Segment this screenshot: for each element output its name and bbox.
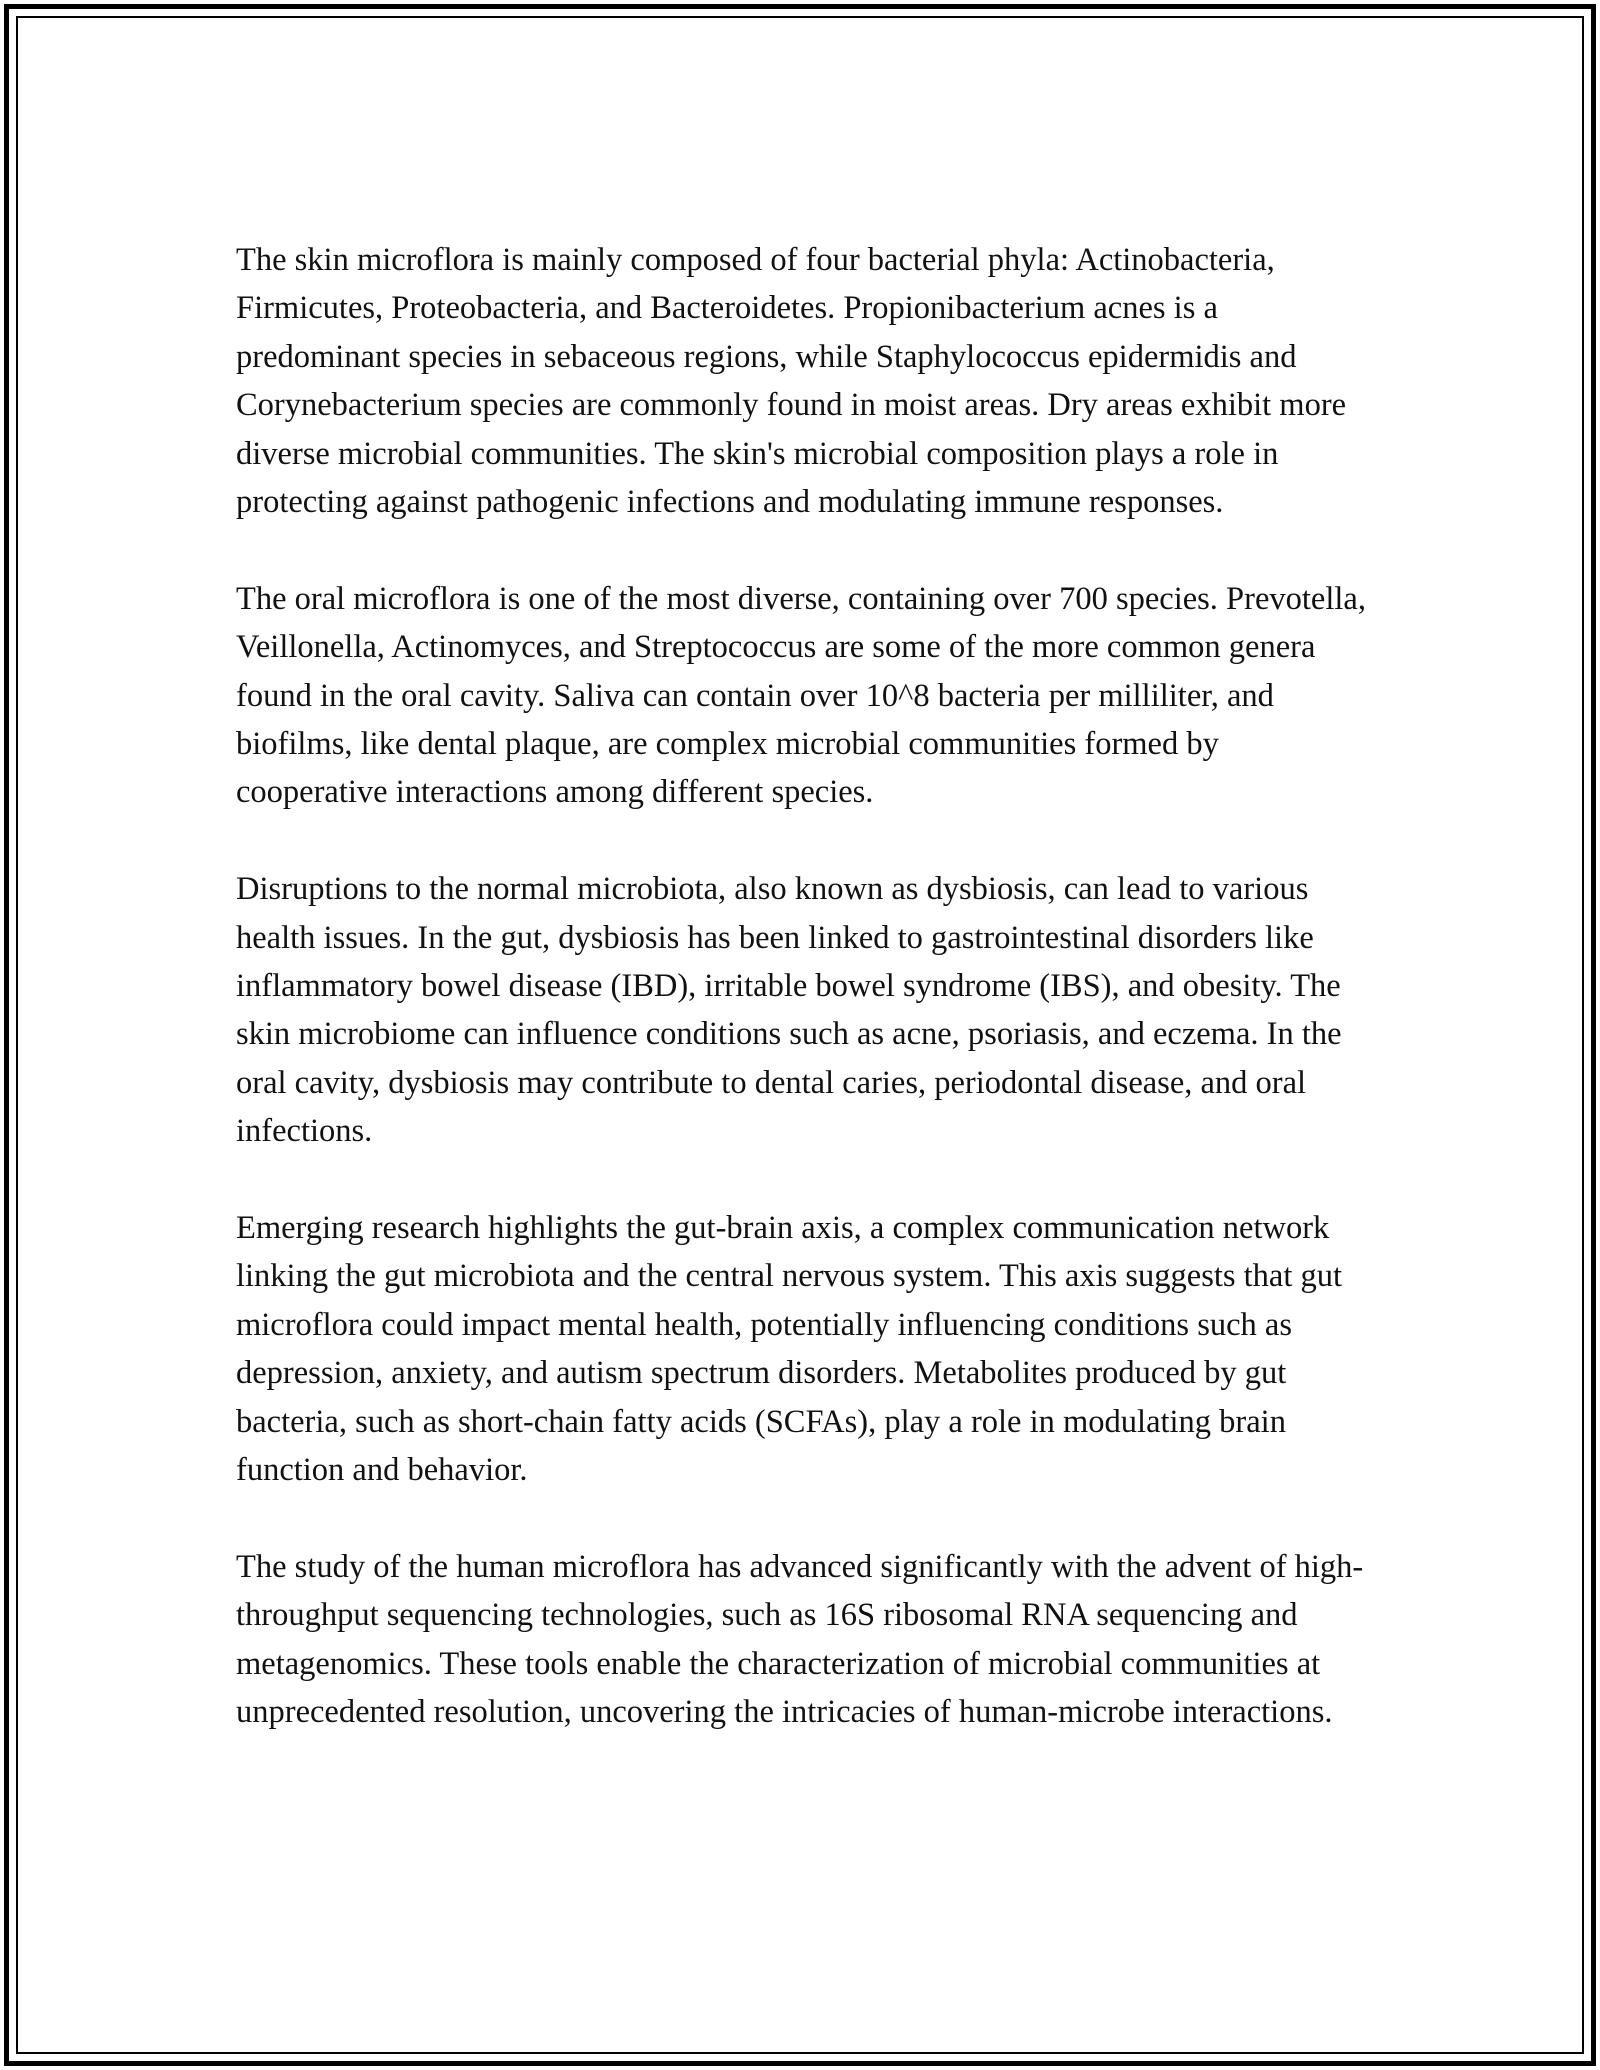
document-body [236, 236, 1376, 1785]
paragraph-oral-microflora: The oral microflora is one of the most diverse, containing over 700 species. Prevotella, Veillonella, Actinomyces, and Streptococcus are some of the more common genera found in the oral cavity. Saliva can contain over 10^8 bacteria per milliliter, and biofilms, like dental plaque, are complex microbial communities formed by cooperative interactions among different species. [236, 580, 1366, 811]
paragraph-gut-brain-axis: Emerging research highlights the gut-brain axis, a complex communication network linking the gut microbiota and the central nervous system. This axis suggests that gut microflora could impact mental health, potentially influencing conditions such as depression, anxiety, and autism spectrum disorders. Metabolites produced by gut bacteria, such as short-chain fatty acids (SCFAs), play a role in modulating brain function and behavior. [236, 1210, 1343, 1489]
paragraph-dysbiosis: Disruptions to the normal microbiota, also known as dysbiosis, can lead to various health issues. In the gut, dysbiosis has been linked to gastrointestinal disorders like inflammatory bowel disease (IBD), irritable bowel syndrome (IBS), and obesity. The skin microbiome can influence conditions such as acne, psoriasis, and eczema. In the oral cavity, dysbiosis may contribute to dental caries, periodontal disease, and oral infections. [236, 871, 1342, 1150]
paragraph-sequencing: The study of the human microflora has advanced significantly with the advent of high-throughput sequencing technologies, such as 16S ribosomal RNA sequencing and metagenomics. These tools enable the characterization of microbial communities at unprecedented resolution, uncovering the intricacies of human-microbe interactions. [236, 1548, 1364, 1731]
paragraph-skin-microflora: The skin microflora is mainly composed of four bacterial phyla: Actinobacteria, Firmicutes, Proteobacteria, and Bacteroidetes. Propionibacterium acnes is a predominant species in sebaceous regions, while Staphylococcus epidermidis and Corynebacterium species are commonly found in moist areas. Dry areas exhibit more diverse microbial communities. The skin's microbial composition plays a role in protecting against pathogenic infections and modulating immune responses. [236, 242, 1347, 521]
